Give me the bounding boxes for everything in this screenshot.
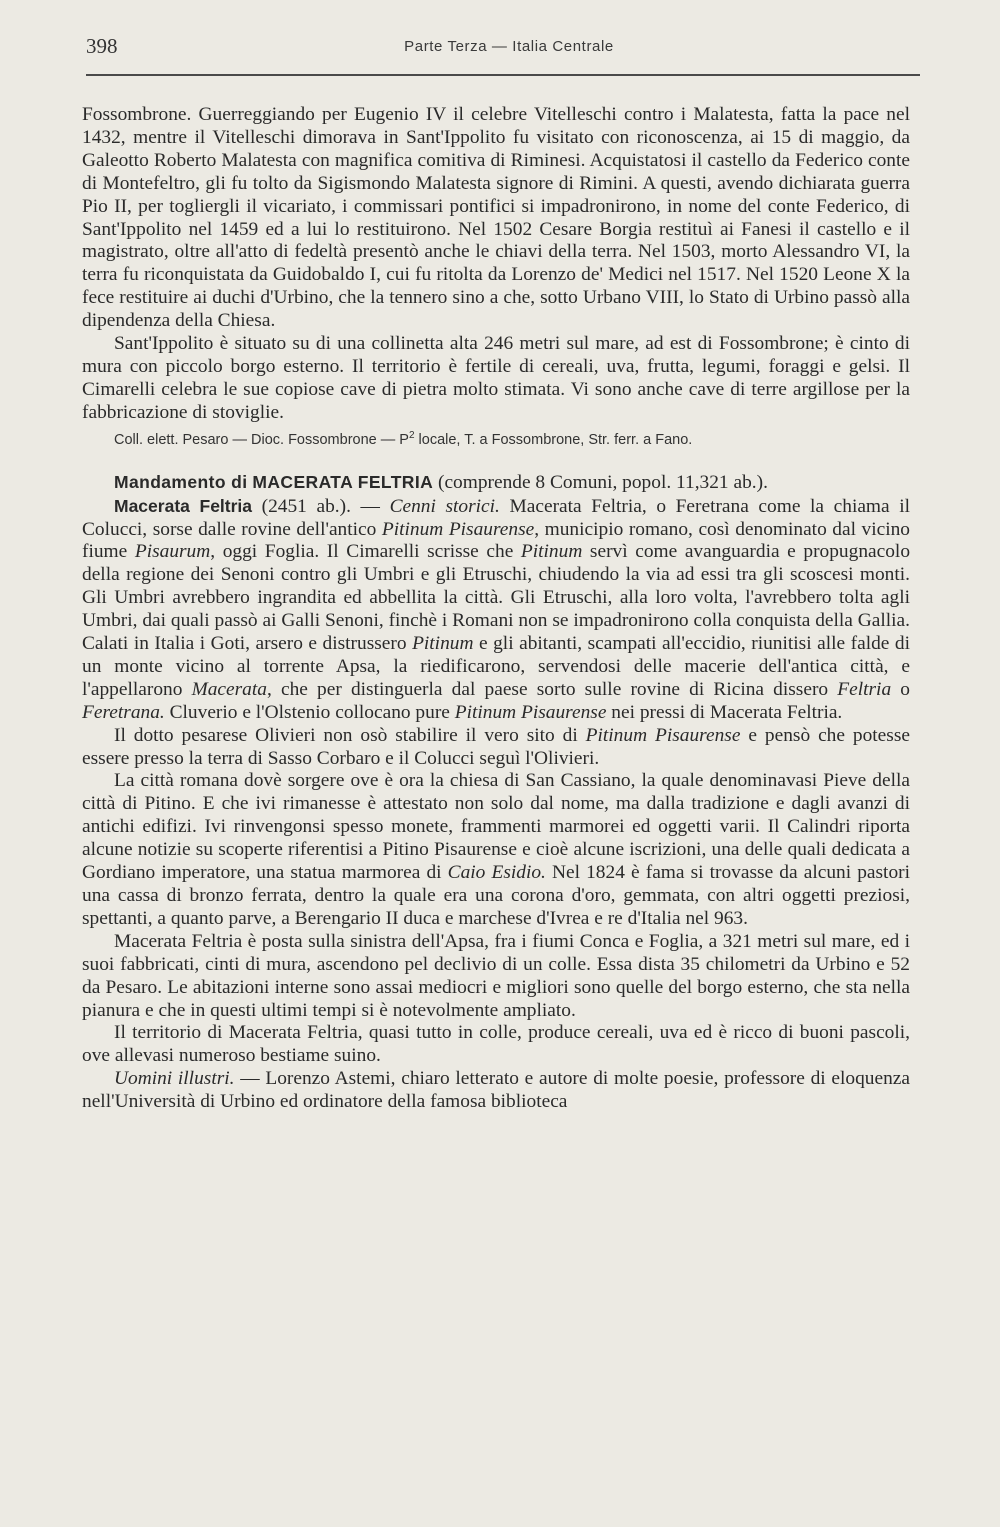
town-population: (2451 ab.). —	[252, 495, 390, 517]
paragraph-macerata-history	[82, 495, 910, 725]
cenni-storici-label: Cenni storici.	[389, 495, 500, 517]
running-head	[86, 34, 922, 64]
section-place: MACERATA FELTRIA	[252, 471, 434, 492]
note-text-end: locale, T. a Fossombrone, Str. ferr. a Fano.	[414, 431, 693, 448]
paragraph-roman-city	[82, 770, 910, 930]
text-run: servì come avanguardia e propugnacolo della regione dei Senoni contro gli Umbri e gli Etruschi, chiudendo la via ad essi tra gli scoscesi monti. Gli Umbri avrebbero ingrandita ed abbellita la città. Gli Etruschi, alla loro volta, l'avrebbero tolta agli Umbri, dai quali passò ai Galli Senoni, finchè i Romani non se impadronirono colla conquista della Gallia. Calati in Italia i Goti, arsero e distrussero	[82, 541, 911, 655]
body-text	[82, 104, 910, 1114]
italic-term: Macerata	[191, 678, 267, 700]
italic-term: Pitinum Pisaurense	[585, 724, 741, 746]
note-superscript: 2	[408, 429, 415, 441]
italic-term: Pitinum Pisaurense	[381, 518, 535, 540]
text-run: Cluverio e l'Olstenio collocano pure	[164, 701, 455, 723]
administrative-note	[82, 430, 910, 450]
text-run: Macerata Feltria, o Feretrana come la chiama il Colucci, sorse dalle rovine dell'antico	[82, 495, 911, 540]
italic-term: Pisaurum	[134, 541, 211, 563]
header-rule	[86, 74, 920, 76]
text-run: Il dotto pesarese Olivieri non osò stabilire il vero sito di	[114, 724, 586, 746]
italic-term: Feretrana.	[82, 701, 165, 723]
paragraph-sant-ippolito-history: Fossombrone. Guerreggiando per Eugenio IV il celebre Vitelleschi contro i Malatesta, fatta la pace nel 1432, mentre il Vitelleschi dimorava in Sant'Ippolito fu visitato con riconoscenza, ai 15 di maggio, da Galeotto Roberto Malatesta con magnifica comitiva di Riminesi. Acquistatosi il castello da Federico conte di Montefeltro, gli fu tolto da Sigismondo Malatesta signore di Rimini. A questi, avendo dichiarata guerra Pio II, per togliergli il vicariato, i commissari pontifici si impadronirono, in nome del conte Federico, di Sant'Ippolito nel 1459 ed a lui lo restituirono. Nel 1502 Cesare Borgia restituì ai Fanesi il castello e il magistrato, oltre all'atto di fedeltà presentò anche le chiavi della terra. Nel 1503, morto Alessandro VI, la terra fu riconquistata da Guidobaldo I, cui fu ritolta da Lorenzo de' Medici nel 1517. Nel 1520 Leone X la fece restituire ai duchi d'Urbino, che la tennero sino a che, sotto Urbano VIII, lo Stato di Urbino passò alla dipendenza della Chiesa.	[82, 104, 910, 332]
italic-term: Feltria	[837, 678, 892, 700]
section-heading-mandamento	[82, 471, 910, 495]
note-text-start: Coll. elett. Pesaro — Dioc. Fossombrone — P	[114, 431, 409, 448]
text-run: e pensò che potesse essere presso la terra di Sasso Corbaro e il Colucci seguì l'Olivieri.	[82, 724, 910, 769]
text-run: — Lorenzo Astemi, chiaro letterato e autore di molte poesie, professore di eloquenza nell'Università di Urbino ed ordinatore della famosa biblioteca	[82, 1068, 910, 1113]
text-run: La città romana dovè sorgere ove è ora la chiesa di San Cassiano, la quale denominavasi Pieve della città di Pitino. E che ivi rimanesse è attestato non solo dal nome, ma dalla tradizione e dagli avanzi di antichi edifizi. Ivi rinvengonsi spesso monete, frammenti marmorei ed oggetti varii. Il Calindri riporta alcune notizie su scoperte riferentisi a Pitino Pisaurense e cioè alcune iscrizioni, una delle quali dedicata a Gordiano imperatore, una statua marmorea di	[82, 770, 910, 884]
italic-term: Pitinum	[412, 633, 474, 655]
paragraph-macerata-territory: Il territorio di Macerata Feltria, quasi tutto in colle, produce cereali, uva ed è ricco di buoni pascoli, ove allevasi numeroso bestiame suino.	[82, 1022, 910, 1067]
text-run: , che per distinguerla dal paese sorto sulle rovine di Ricina dissero	[266, 678, 838, 700]
text-run: nei pressi di Macerata Feltria.	[606, 701, 843, 723]
text-run: , municipio romano, così denominato dal vicino fiume	[82, 518, 910, 563]
paragraph-illustrious-men	[82, 1068, 910, 1114]
italic-term: Pitinum	[520, 541, 583, 563]
page-number: 398	[86, 34, 118, 58]
uomini-illustri-label: Uomini illustri.	[114, 1068, 235, 1090]
town-name: Macerata Feltria	[114, 495, 253, 516]
paragraph-macerata-geography: Macerata Feltria è posta sulla sinistra dell'Apsa, fra i fiumi Conca e Foglia, a 321 metri sul mare, ed i suoi fabbricati, cinti di mura, ascendono pel declivio di un colle. Essa dista 35 chilometri da Urbino e 52 da Pesaro. Le abitazioni interne sono assai mediocri e migliori sono quelle del borgo esterno, che sta nella pianura e che in questi ultimi tempi si è notevolmente ampliato.	[82, 930, 910, 1021]
text-run: e gli abitanti, scampati all'eccidio, riunitisi alle falde di un monte vicino al torrente Apsa, la riedificarono, servendosi delle macerie dell'antica città, e l'appellarono	[82, 633, 910, 700]
italic-term: Pitinum Pisaurense	[454, 701, 607, 723]
paragraph-sant-ippolito-geography: Sant'Ippolito è situato su di una collinetta alta 246 metri sul mare, ad est di Fossombrone; è cinto di mura con piccolo borgo esterno. Il territorio è fertile di cereali, uva, frutta, legumi, foraggi e gelsi. Il Cimarelli celebra le sue copiose cave di pietra molto stimata. Vi sono anche cave di terre argillose per la fabbricazione di stoviglie.	[82, 333, 910, 423]
text-run: Nel 1824 è fama si trovasse da alcuni pastori una cassa di bronzo ferrata, dentro la quale era una corona d'oro, gemmata, con altri oggetti preziosi, spettanti, a quanto parve, a Berengario II duca e marchese d'Ivrea e re d'Italia nel 963.	[82, 862, 910, 929]
paragraph-olivieri	[82, 725, 910, 771]
section-info: (comprende 8 Comuni, popol. 11,321 ab.).	[433, 471, 768, 493]
text-run: , oggi Foglia. Il Cimarelli scrisse che	[210, 541, 521, 563]
section-label: Mandamento di	[114, 471, 248, 492]
italic-term: Caio Esidio.	[447, 862, 546, 884]
text-run: o	[891, 678, 910, 700]
running-title: Parte Terza — Italia Centrale	[404, 38, 614, 55]
